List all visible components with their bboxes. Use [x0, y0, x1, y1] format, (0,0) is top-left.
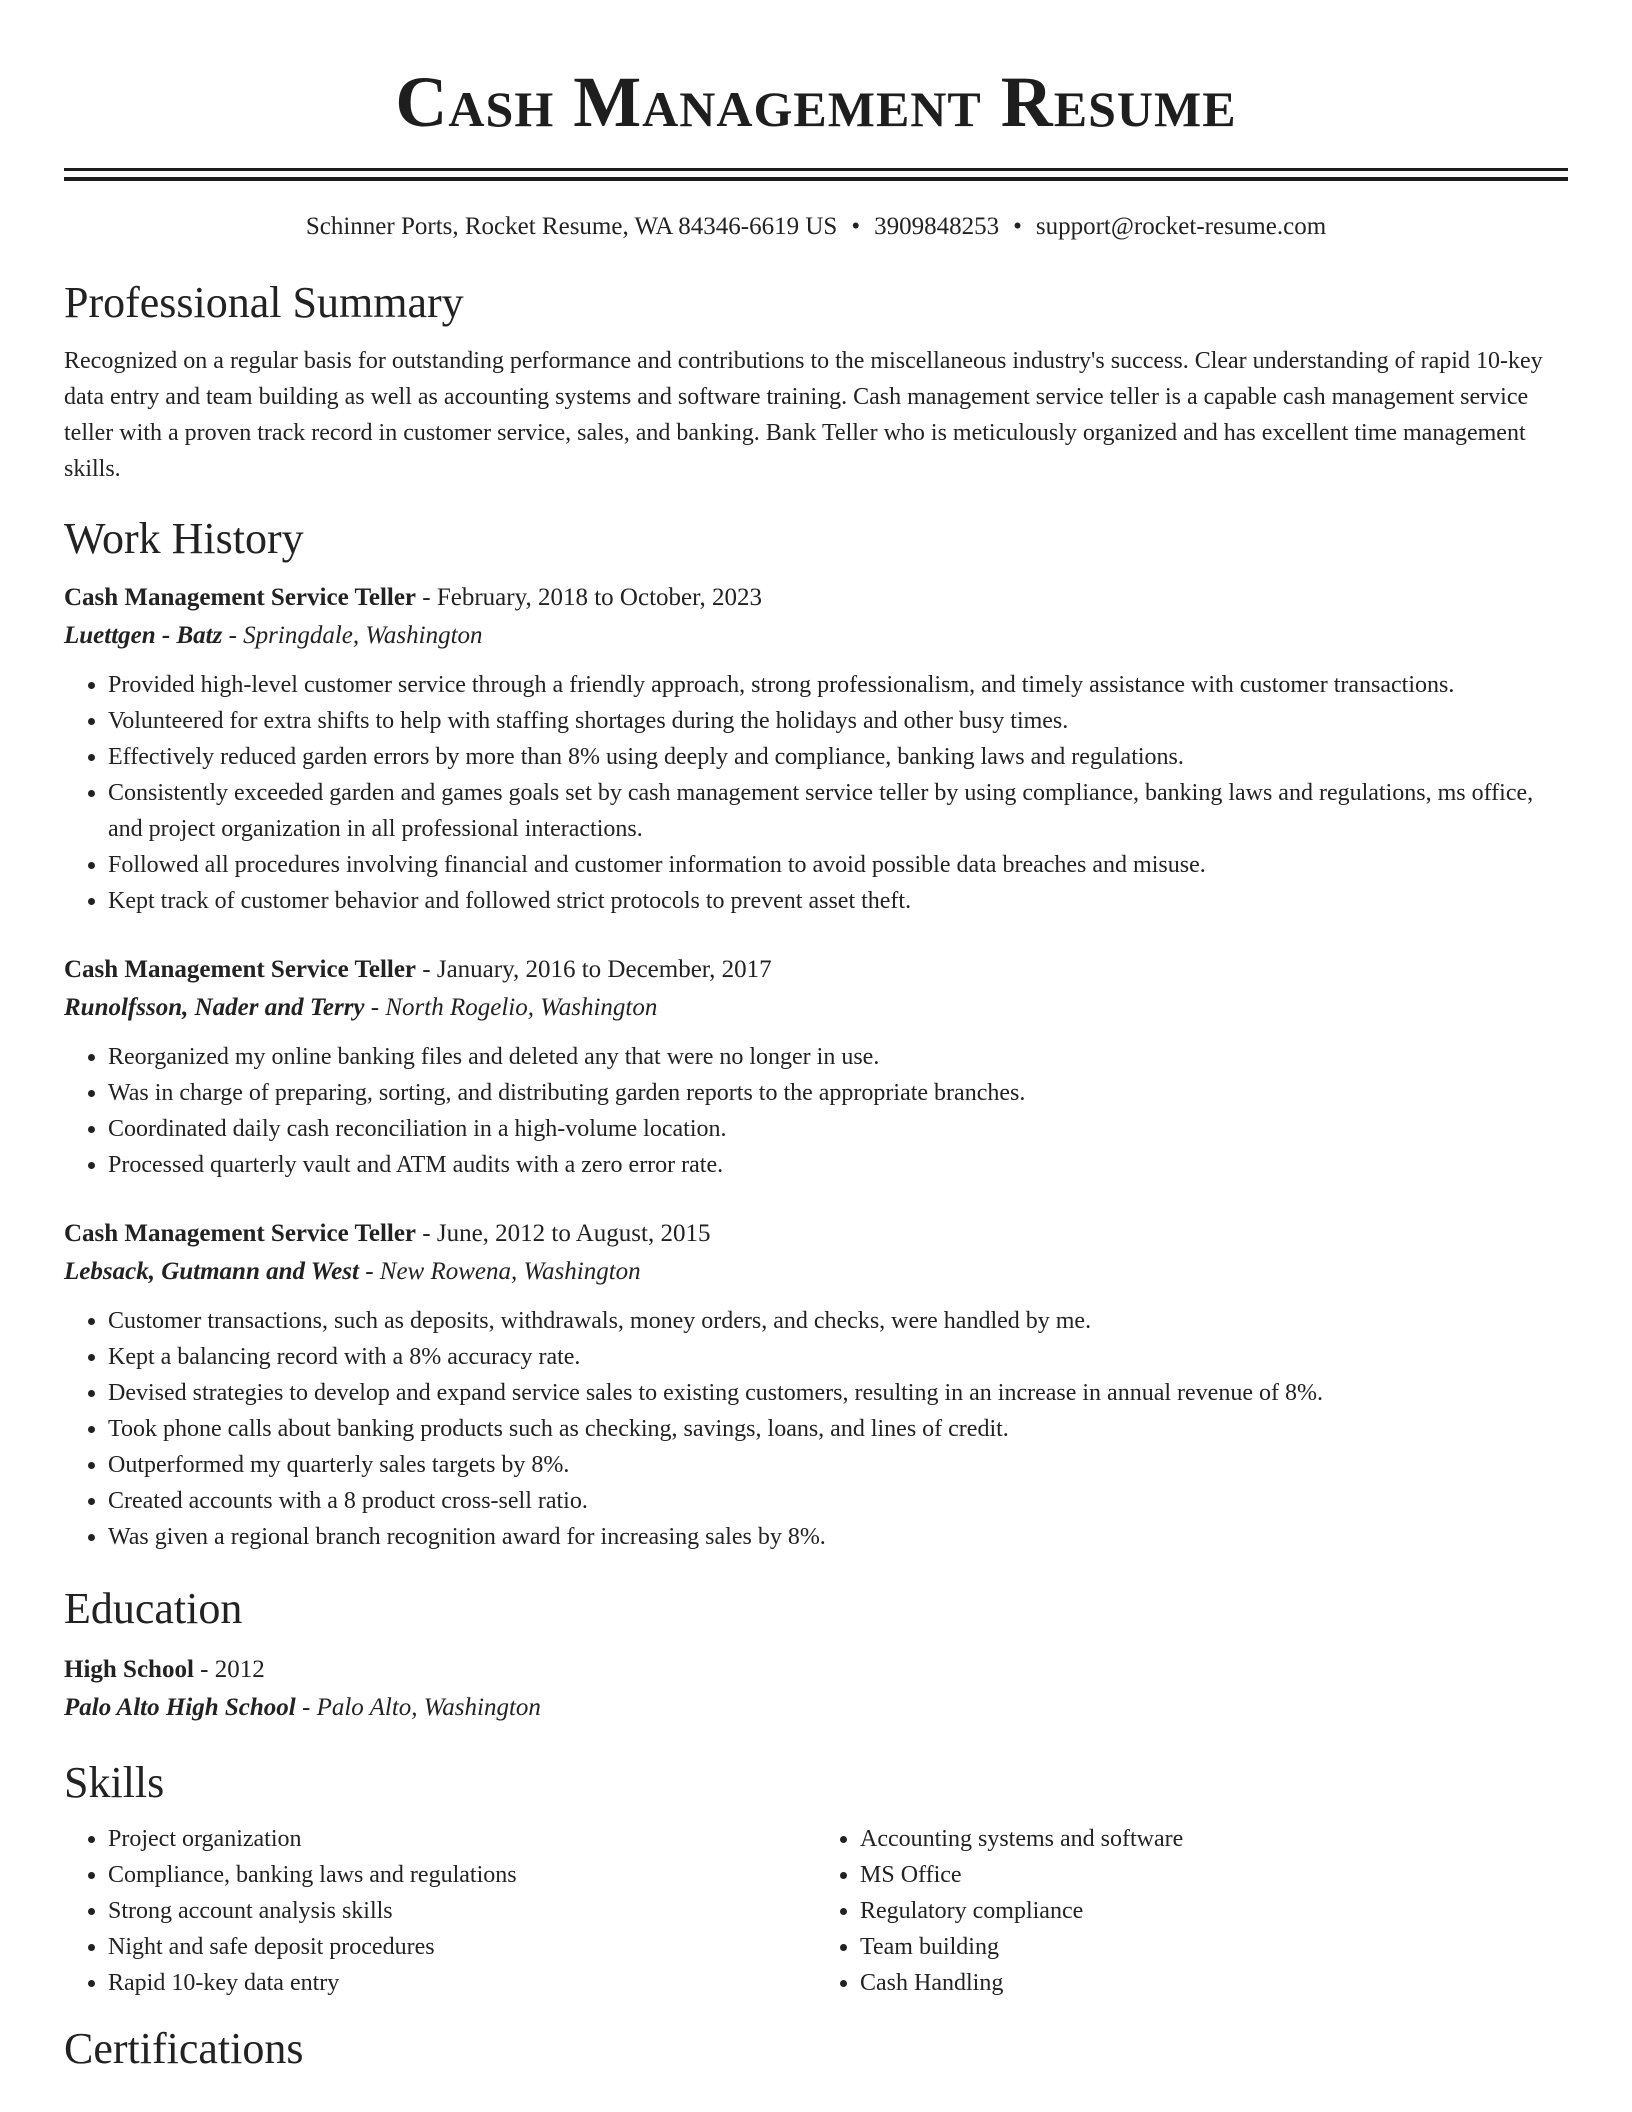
job-dates: - January, 2016 to December, 2017 [416, 956, 772, 983]
contact-separator: • [1013, 213, 1022, 240]
degree: High School [64, 1656, 194, 1683]
skills-column-left [64, 1821, 816, 2001]
employer-location: - New Rowena, Washington [358, 1258, 641, 1285]
job-bullet: • Followed all procedures involving financial and customer information to avoid possible data breaches and misuse. [108, 847, 1568, 883]
summary-text: Recognized on a regular basis for outstanding performance and contributions to the miscellaneous industry's success. Clear understanding of rapid 10-key data entry and team building as well as accounting systems and software training. Cash management service teller is a capable cash management service teller with a proven track record in customer service, sales, and banking. Bank Teller who is meticulously organized and has excellent time management skills. [64, 348, 1543, 482]
skill-item: • MS Office [860, 1857, 1568, 1893]
employer-line [64, 1253, 1568, 1291]
job-bullet: • Was given a regional branch recognition award for increasing sales by 8%. [108, 1519, 1568, 1555]
contact-phone: 3909848253 [874, 213, 1000, 240]
school-name: Palo Alto High School [64, 1694, 296, 1721]
employer-line [64, 989, 1568, 1027]
title-divider [64, 168, 1568, 181]
job-bullets [64, 1303, 1568, 1555]
contact-line [64, 211, 1568, 243]
job-bullets [64, 667, 1568, 919]
job-title-line [64, 951, 1568, 989]
job-title: Cash Management Service Teller [64, 584, 417, 611]
section-heading-summary: Professional Summary [64, 278, 464, 327]
section-heading-education: Education [64, 1584, 243, 1633]
job-bullet: • Coordinated daily cash reconciliation in a high-volume location. [108, 1111, 1568, 1147]
education-entry [64, 1651, 1568, 1727]
job-bullet: • Processed quarterly vault and ATM audits with a zero error rate. [108, 1147, 1568, 1183]
employer-name: Luettgen - Batz [64, 622, 223, 649]
job-title-line [64, 579, 1568, 617]
contact-email[interactable]: support@rocket-resume.com [1035, 213, 1327, 240]
graduation-year: - 2012 [193, 1656, 265, 1683]
skills-column-right [816, 1821, 1568, 2001]
job-bullet: • Was in charge of preparing, sorting, and distributing garden reports to the appropriate branches. [108, 1075, 1568, 1111]
job-title: Cash Management Service Teller [64, 956, 417, 983]
job-bullet: • Kept a balancing record with a 8% accuracy rate. [108, 1339, 1568, 1375]
employer-name: Lebsack, Gutmann and West [64, 1258, 359, 1285]
skill-item: • Cash Handling [860, 1965, 1568, 2001]
degree-line [64, 1651, 1568, 1689]
skills-grid [64, 1821, 1568, 2001]
divider-line-top [64, 168, 1568, 171]
job-bullet: • Volunteered for extra shifts to help with staffing shortages during the holidays and other busy times. [108, 703, 1568, 739]
job-dates: - June, 2012 to August, 2015 [416, 1220, 711, 1247]
skill-item: • Rapid 10-key data entry [108, 1965, 816, 2001]
school-line [64, 1689, 1568, 1727]
job-dates: - February, 2018 to October, 2023 [416, 584, 762, 611]
contact-address: Schinner Ports, Rocket Resume, WA 84346-6619 US [305, 213, 838, 240]
job-bullets [64, 1039, 1568, 1183]
skill-item: • Regulatory compliance [860, 1893, 1568, 1929]
job-bullet: • Kept track of customer behavior and followed strict protocols to prevent asset theft. [108, 883, 1568, 919]
employer-name: Runolfsson, Nader and Terry [64, 994, 365, 1021]
job-entry [64, 951, 1568, 1183]
job-bullet: • Effectively reduced garden errors by more than 8% using deeply and compliance, banking laws and regulations. [108, 739, 1568, 775]
job-title-line [64, 1215, 1568, 1253]
contact-separator: • [851, 213, 861, 240]
job-title: Cash Management Service Teller [64, 1220, 417, 1247]
job-bullet: • Outperformed my quarterly sales targets by 8%. [108, 1447, 1568, 1483]
job-entry [64, 579, 1568, 919]
skill-item: • Team building [860, 1929, 1568, 1965]
section-heading-work-history: Work History [64, 514, 304, 563]
skill-item: • Accounting systems and software [860, 1821, 1568, 1857]
skill-item: • Strong account analysis skills [108, 1893, 816, 1929]
job-bullet: • Took phone calls about banking products such as checking, savings, loans, and lines of credit. [108, 1411, 1568, 1447]
job-bullet: • Created accounts with a 8 product cross-sell ratio. [108, 1483, 1568, 1519]
section-heading-certifications: Certifications [64, 2024, 304, 2073]
divider-line-bottom [64, 177, 1568, 181]
skill-item: • Compliance, banking laws and regulations [108, 1857, 816, 1893]
resume-page [64, 0, 1568, 2075]
job-bullet: • Consistently exceeded garden and games goals set by cash management service teller by using compliance, banking laws and regulations, ms office, and project organization in all professional interactions. [108, 775, 1568, 847]
job-bullet: • Provided high-level customer service through a friendly approach, strong professionalism, and timely assistance with customer transactions. [108, 667, 1568, 703]
resume-title: Cash Management Resume [395, 62, 1237, 142]
employer-location: - Springdale, Washington [222, 622, 483, 649]
job-entry [64, 1215, 1568, 1555]
skill-item: • Night and safe deposit procedures [108, 1929, 816, 1965]
job-bullet: • Devised strategies to develop and expand service sales to existing customers, resulting in an increase in annual revenue of 8%. [108, 1375, 1568, 1411]
skill-item: • Project organization [108, 1821, 816, 1857]
school-location: - Palo Alto, Washington [295, 1694, 541, 1721]
employer-line [64, 617, 1568, 655]
job-bullet: • Reorganized my online banking files and deleted any that were no longer in use. [108, 1039, 1568, 1075]
job-bullet: • Customer transactions, such as deposits, withdrawals, money orders, and checks, were handled by me. [108, 1303, 1568, 1339]
employer-location: - North Rogelio, Washington [364, 994, 658, 1021]
section-heading-skills: Skills [64, 1758, 165, 1807]
